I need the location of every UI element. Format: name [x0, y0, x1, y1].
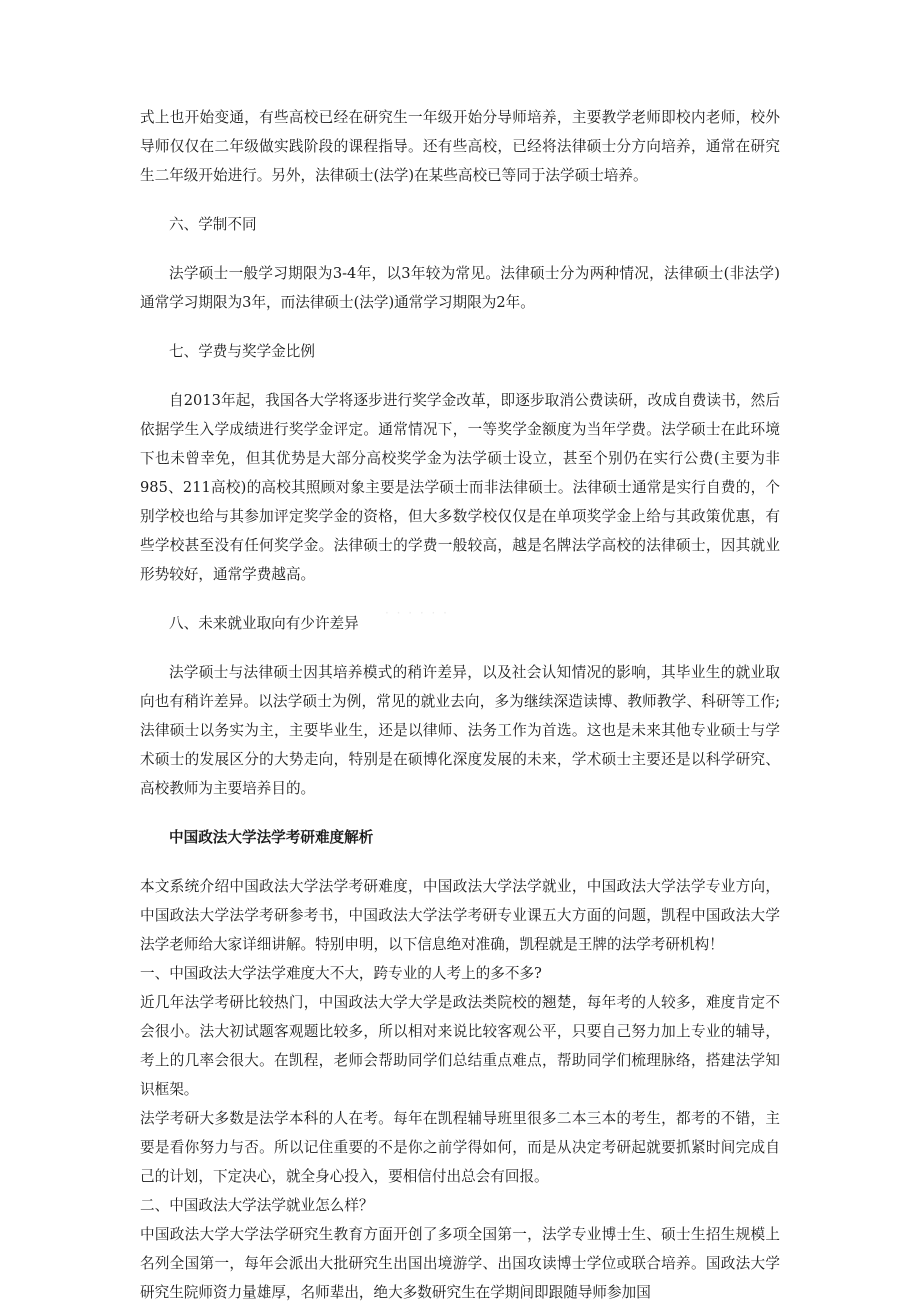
question-2: 二、中国政法大学法学就业怎么样？ [140, 1197, 374, 1214]
answer-1b: 法学考研大多数是法学本科的人在考。每年在凯程辅导班里很多二本三本的考生，都考的不错，主要是看你努力与否。所以记住重要的不是你之前学得如何，而是从决定考研起就要抓紧时间完成自己的计划，下定决心，就全身心投入，要相信付出总会有回报。 [140, 1110, 780, 1185]
paragraph-intro: 本文系统介绍中国政法大学法学考研难度，中国政法大学法学就业，中国政法大学法学专业方向，中国政法大学法学考研参考书，中国政法大学法学考研专业课五大方面的问题，凯程中国政法大学法学老师给大家详细讲解。特别申明，以下信息绝对准确，凯程就是王牌的法学考研机构！ [140, 878, 780, 953]
article-title: 中国政法大学法学考研难度解析 [169, 829, 374, 846]
watermark: · · · · · · [385, 606, 449, 620]
question-1: 一、中国政法大学法学难度大不大，跨专业的人考上的多不多? [140, 965, 542, 982]
section-heading-6: 六、学制不同 [169, 216, 257, 233]
paragraph-continuation: 式上也开始变通，有些高校已经在研究生一年级开始分导师培养，主要教学老师即校内老师，校外导师仅仅在二年级做实践阶段的课程指导。还有些高校，已经将法律硕士分方向培养，通常在研究生二年级开始进行。另外，法律硕士(法学)在某些高校已等同于法学硕士培养。 [140, 109, 780, 184]
answer-1a: 近几年法学考研比较热门，中国政法大学大学是政法类院校的翘楚，每年考的人较多，难度肯定不会很小。法大初试题客观题比较多，所以相对来说比较客观公平，只要自己努力加上专业的辅导，考上的几率会很大。在凯程，老师会帮助同学们总结重点难点，帮助同学们梳理脉络，搭建法学知识框架。 [140, 994, 780, 1098]
paragraph-employment: 法学硕士与法律硕士因其培养模式的稍许差异，以及社会认知情况的影响，其毕业生的就业取向也有稍许差异。以法学硕士为例，常见的就业去向，多为继续深造读博、教师教学、科研等工作;法律硕士以务实为主，主要毕业生，还是以律师、法务工作为首选。这也是未来其他专业硕士与学术硕士的发展区分的大势走向，特别是在硕博化深度发展的未来，学术硕士主要还是以科学研究、高校教师为主要培养目的。 [140, 664, 780, 797]
section-heading-7: 七、学费与奖学金比例 [169, 343, 315, 360]
answer-2: 中国政法大学大学法学研究生教育方面开创了多项全国第一，法学专业博士生、硕士生招生规模上名列全国第一，每年会派出大批研究生出国出境游学、出国攻读博士学位或联合培养。国政法大学研究生院师资力量雄厚，名师辈出，绝大多数研究生在学期间即跟随导师参加国 [140, 1226, 780, 1301]
paragraph-tuition: 自2013年起，我国各大学将逐步进行奖学金改革，即逐步取消公费读研，改成自费读书，然后依据学生入学成绩进行奖学金评定。通常情况下，一等奖学金额度为当年学费。法学硕士在此环境下也未曾幸免，但其优势是大部分高校奖学金为法学硕士设立，甚至个别仍在实行公费(主要为非985、211高校)的高校其照顾对象主要是法学硕士而非法律硕士。法律硕士通常是实行自费的，个别学校也给与其参加评定奖学金的资格，但大多数学校仅仅是在单项奖学金上给与其政策优惠，有些学校甚至没有任何奖学金。法律硕士的学费一般较高，越是名牌法学高校的法律硕士，因其就业形势较好，通常学费越高。 [140, 392, 780, 583]
paragraph-duration: 法学硕士一般学习期限为3-4年，以3年较为常见。法律硕士分为两种情况，法律硕士(非法学)通常学习期限为3年，而法律硕士(法学)通常学习期限为2年。 [140, 265, 780, 311]
section-heading-8: 八、未来就业取向有少许差异 [169, 615, 359, 632]
document-body [140, 103, 780, 1307]
